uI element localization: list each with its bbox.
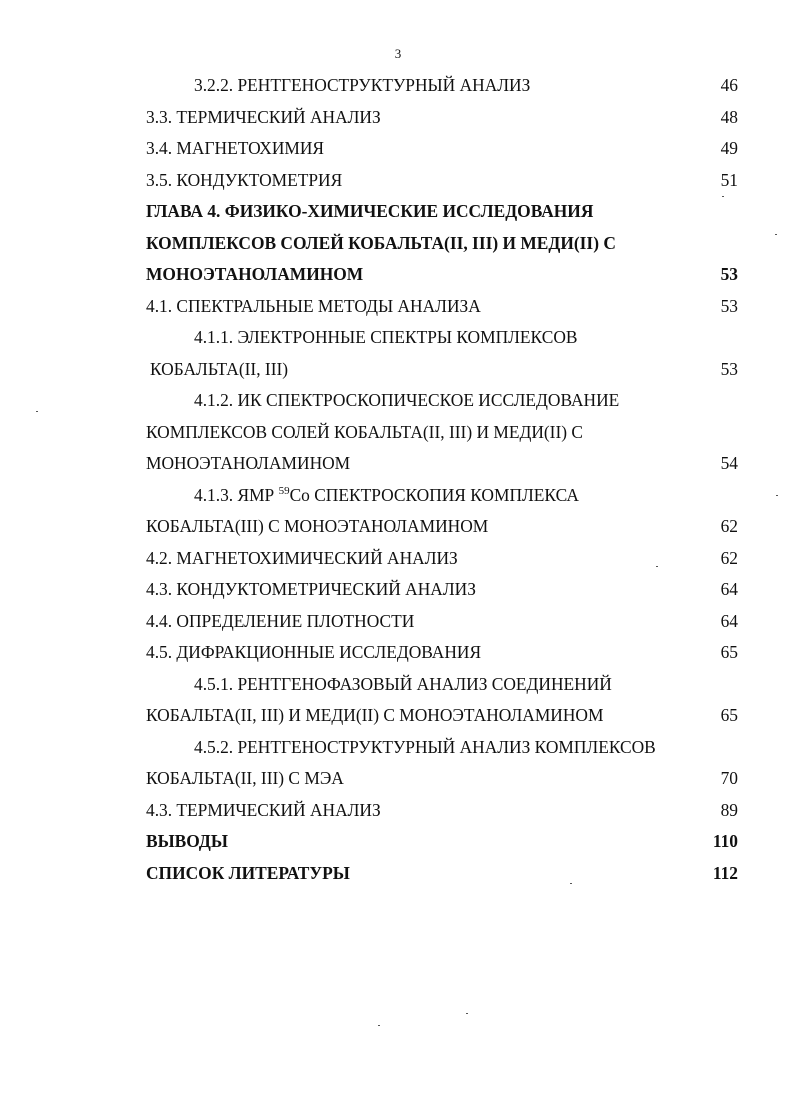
toc-entry-title: 3.4. МАГНЕТОХИМИЯ: [146, 138, 325, 158]
toc-entry: [146, 574, 738, 606]
toc-chapter-heading: [146, 228, 738, 260]
toc-entry-page: 53: [720, 358, 738, 379]
toc-entry-page: 51: [720, 169, 738, 190]
scan-speck: [570, 883, 572, 884]
toc-entry: [146, 511, 738, 543]
toc-entry-title: КОБАЛЬТА(III) С МОНОЭТАНОЛАМИНОМ: [146, 516, 489, 536]
toc-entry-page: 62: [720, 516, 738, 536]
toc-chapter-heading: [146, 259, 738, 291]
scan-speck: [466, 1013, 468, 1014]
toc-entry-page: 49: [720, 138, 738, 158]
scan-speck: [722, 196, 724, 197]
toc-entry-title: МОНОЭТАНОЛАМИНОМ: [146, 264, 364, 284]
toc-entry-page: 70: [720, 768, 738, 788]
toc-entry: [146, 637, 738, 669]
toc-entry-title: СПИСОК ЛИТЕРАТУРЫ: [146, 862, 350, 883]
toc-entry: [146, 165, 738, 197]
toc-entry: [146, 763, 738, 795]
toc-entry-page: 64: [720, 579, 738, 599]
toc-entry-page: 110: [712, 831, 738, 851]
toc-entry-title: 4.1.1. ЭЛЕКТРОННЫЕ СПЕКТРЫ КОМПЛЕКСОВ: [194, 327, 578, 347]
page-number: 3: [394, 46, 402, 61]
toc-entry-page: 65: [720, 705, 738, 725]
toc-entry: [146, 133, 738, 165]
toc-entry-title-prefix: 4.1.3. ЯМР: [194, 484, 279, 505]
toc-entry-page: 53: [720, 264, 738, 284]
toc-entry: [146, 669, 738, 701]
toc-entry-page: 48: [720, 106, 738, 127]
isotope-superscript: 59: [278, 484, 290, 497]
scan-speck: [776, 495, 778, 496]
toc-entry: [146, 480, 738, 512]
toc-entry-title: КОМПЛЕКСОВ СОЛЕЙ КОБАЛЬТА(II, III) И МЕДИ(II) С: [146, 421, 583, 442]
toc-entry: [146, 732, 738, 764]
toc-entry-title: 4.5.1. РЕНТГЕНОФАЗОВЫЙ АНАЛИЗ СОЕДИНЕНИЙ: [194, 673, 612, 694]
toc-entry-title: 4.5.2. РЕНТГЕНОСТРУКТУРНЫЙ АНАЛИЗ КОМПЛЕКСОВ: [194, 736, 656, 757]
toc-entry-title: КОБАЛЬТА(II, III) И МЕДИ(II) С МОНОЭТАНОЛАМИНОМ: [146, 705, 604, 725]
toc-entry-title: ВЫВОДЫ: [146, 831, 228, 851]
toc-entry-title: МОНОЭТАНОЛАМИНОМ: [146, 453, 351, 473]
toc-entry: [146, 385, 738, 417]
toc-entry-title: 4.2. МАГНЕТОХИМИЧЕСКИЙ АНАЛИЗ: [146, 547, 458, 568]
toc-entry-title: 4.3. ТЕРМИЧЕСКИЙ АНАЛИЗ: [146, 799, 381, 820]
toc-entry-title: 4.1. СПЕКТРАЛЬНЫЕ МЕТОДЫ АНАЛИЗА: [146, 295, 481, 316]
toc-entry-title: 4.3. КОНДУКТОМЕТРИЧЕСКИЙ АНАЛИЗ: [146, 579, 476, 599]
toc-entry-page: 112: [712, 862, 738, 883]
toc-entry: [146, 448, 738, 480]
toc-entry-page: 64: [720, 610, 738, 631]
toc-entry-page: 62: [720, 547, 738, 568]
scan-speck: [36, 411, 38, 412]
toc-entry-title: КОМПЛЕКСОВ СОЛЕЙ КОБАЛЬТА(II, III) И МЕДИ(II) С: [146, 232, 616, 253]
toc-entry-title: 4.4. ОПРЕДЕЛЕНИЕ ПЛОТНОСТИ: [146, 610, 415, 631]
toc-entry-page: 89: [720, 799, 738, 820]
toc-entry-page: 46: [720, 75, 738, 95]
toc-entry: [146, 606, 738, 638]
toc-entry-title: 3.3. ТЕРМИЧЕСКИЙ АНАЛИЗ: [146, 106, 381, 127]
toc-entry: [146, 543, 738, 575]
scan-speck: [378, 1025, 380, 1026]
toc-chapter-heading: [146, 826, 738, 858]
toc-entry-title-suffix: Co СПЕКТРОСКОПИЯ КОМПЛЕКСА: [289, 484, 579, 505]
toc-entry-page: 65: [720, 642, 738, 662]
toc-entry-title: КОБАЛЬТА(II, III) С МЭА: [146, 768, 344, 788]
toc-entry-title: КОБАЛЬТА(II, III): [150, 358, 289, 379]
toc-entry: [146, 700, 738, 732]
toc-entry-title: [194, 480, 579, 512]
toc-entry: [146, 291, 738, 323]
table-of-contents: [146, 70, 738, 889]
toc-entry-title: 4.1.2. ИК СПЕКТРОСКОПИЧЕСКОЕ ИССЛЕДОВАНИЕ: [194, 390, 620, 410]
toc-chapter-heading: [146, 858, 738, 890]
toc-entry-title: 3.2.2. РЕНТГЕНОСТРУКТУРНЫЙ АНАЛИЗ: [194, 75, 531, 95]
toc-entry-page: 53: [720, 295, 738, 316]
toc-entry: [146, 354, 738, 386]
toc-entry-title: ГЛАВА 4. ФИЗИКО-ХИМИЧЕСКИЕ ИССЛЕДОВАНИЯ: [146, 201, 594, 221]
toc-entry: [146, 70, 738, 102]
toc-entry: [146, 795, 738, 827]
toc-entry-page: 54: [720, 453, 738, 473]
toc-entry: [146, 102, 738, 134]
toc-entry: [146, 322, 738, 354]
scan-speck: [775, 234, 777, 235]
toc-chapter-heading: [146, 196, 738, 228]
toc-entry-title: 3.5. КОНДУКТОМЕТРИЯ: [146, 169, 343, 190]
scan-speck: [656, 566, 658, 567]
toc-entry-title: 4.5. ДИФРАКЦИОННЫЕ ИССЛЕДОВАНИЯ: [146, 642, 482, 662]
toc-entry: [146, 417, 738, 449]
